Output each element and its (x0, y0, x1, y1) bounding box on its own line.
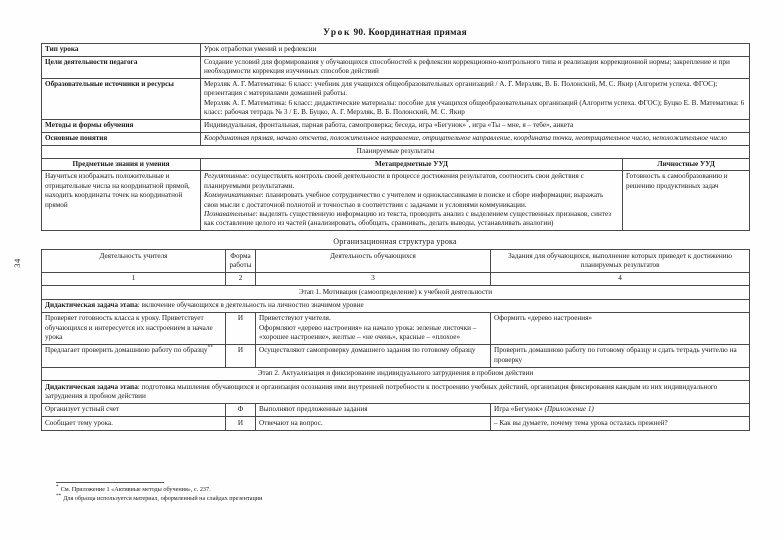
resources-paragraph-2: Мерзляк А. Г. Математика: 6 класс: дидактические материалы: пособие для учащихся общеобразовательных организаций (Алгоритм успеха. ФГОС); Буцко Е. В. Математика: 6 класс: рабочая тетрадь № 3 / Е. В. Буцко, А. Г. Мерзляк, В. Б. Полонский, М. С. Якир (204, 98, 745, 117)
cell-tasks (491, 403, 750, 416)
table-row (42, 158, 750, 171)
column-header-meta-uud: Метапредметные УУД (201, 158, 623, 171)
table-row (42, 272, 750, 285)
column-number-3: 3 (256, 272, 491, 285)
meta-uud-regulative (204, 172, 619, 191)
table-row (42, 120, 750, 133)
meta-uud-communicative-text: : планировать учебное сотрудничество с учителем и одноклассниками в поиске и сборе информации; выражать свои мысли с достаточной полнотой и точностью в соответствии с задачами и условиями коммуникации. (204, 191, 604, 209)
meta-uud-communicative-term: Коммуникативные (204, 191, 262, 200)
cell-teacher-activity (42, 344, 226, 367)
resources-paragraph-1: Мерзляк А. Г. Математика: 6 класс: учебник для учащихся общеобразовательных организаций / А. Г. Мерзляк, В. Б. Полонский, М. С. Якир (Алгоритм успеха. ФГОС); презентация с материалами домашней работы. (204, 80, 718, 98)
column-number-2: 2 (226, 272, 256, 285)
footnote-mark-1: * (56, 483, 59, 490)
cell-meta-uud (201, 171, 623, 231)
cell-student-activity (256, 312, 491, 344)
page-number: 34 (11, 258, 22, 268)
meta-uud-regulative-text: : осуществлять контроль своей деятельности в процессе достижения результатов, соотносить свои действия с планируемыми результатами. (204, 172, 584, 190)
cell-teacher-activity: Проверяет готовность класса к уроку. Приветствует обучающихся и интересуется их настроением в начале урока (42, 312, 226, 344)
table-row (42, 299, 750, 312)
footnote-text-1: См. Приложение 1 «Активные методы обучения», с. 237. (60, 486, 211, 493)
cell-work-form: Ф (226, 403, 256, 416)
table-row (42, 171, 750, 231)
info-label-methods: Методы и формы обучения (42, 120, 201, 133)
org-structure-table (41, 249, 750, 430)
student-activity-line-2: Оформляют «дерево настроения» на начало урока: зеленые листочки – «хорошее настроение», желтые – «не очень», красные – «плохое» (259, 323, 477, 342)
cell-personal-uud: Готовность к самообразованию и решению продуктивных задач (623, 171, 750, 231)
cell-student-activity: Осуществляют самопроверку домашнего задания по готовому образцу (256, 344, 491, 367)
planned-results-header: Планируемые результаты (42, 145, 750, 158)
info-label-concepts: Основные понятия (42, 132, 201, 145)
table-row (42, 381, 750, 404)
footnote-marker-1: * (465, 119, 469, 126)
info-label-goals: Цели деятельности педагога (42, 56, 201, 78)
table-row (42, 344, 750, 367)
column-header-work-form: Форма работы (226, 250, 256, 273)
table-row (42, 286, 750, 299)
cell-student-activity: Отвечают на вопрос. (256, 417, 491, 430)
page-content (41, 28, 749, 431)
info-value-lesson-type: Урок отработки умений и рефлексии (201, 44, 750, 57)
meta-uud-regulative-term: Регулятивные (204, 172, 248, 181)
cell-teacher-activity: Организует устный счет (42, 403, 226, 416)
org-structure-heading: Организационная структура урока (333, 237, 457, 247)
table-row (42, 312, 750, 344)
cell-tasks: Оформить «дерево настроения» (491, 312, 750, 344)
meta-uud-cognitive-text: : выделять существенную информацию из текста, проводить анализ с выделением существенных признаков, синтез как составление целого из частей (анализировать, обобщать, сравнивать, делать выводы, устанавливать аналогии) (204, 209, 612, 228)
column-header-subject-knowledge: Предметные знания и умения (42, 158, 201, 171)
methods-text: Индивидуальная, фронтальная, парная работа, самопроверка; беседа, игра «Бегунок» (204, 121, 466, 130)
teacher-activity-text: Предлагает проверить домашнюю работу по образцу (45, 346, 208, 355)
cell-work-form: И (226, 344, 256, 367)
student-activity-line-1: Приветствуют учителя. (259, 314, 331, 323)
footnote-text-2: Для образца используется материал, оформленный на слайдах презентации (63, 494, 263, 502)
column-number-1: 1 (42, 272, 226, 285)
cell-work-form: И (226, 417, 256, 430)
cell-tasks: Проверить домашнюю работу по готовому образцу и сдать тетрадь учителю на проверку (491, 344, 750, 367)
lesson-info-table (41, 43, 750, 231)
info-label-lesson-type: Тип урока (42, 44, 201, 57)
didactic-task-1 (42, 299, 750, 312)
footnotes (56, 483, 476, 504)
footnote-item (56, 492, 476, 504)
cell-tasks: – Как вы думаете, почему тема урока осталась прежней? (491, 417, 750, 430)
meta-uud-communicative (204, 191, 619, 210)
column-number-4: 4 (491, 272, 750, 285)
page-title (41, 28, 749, 38)
column-header-student-activity: Деятельность обучающихся (256, 250, 491, 273)
table-row (42, 44, 750, 57)
page-title-rest: 90. Координатная прямая (353, 28, 467, 38)
didactic-task-label-1: Дидактическая задача этапа (45, 301, 138, 310)
cell-teacher-activity: Сообщает тему урока. (42, 417, 226, 430)
meta-uud-cognitive (204, 210, 619, 229)
footnote-separator (56, 482, 164, 483)
didactic-task-text-1: : включение обучающихся в деятельность на личностно значимом уровне (137, 301, 364, 310)
info-value-concepts: Координатная прямая, начало отсчета, положительное направление, отрицательное направление, координата точки, неотрицательное число, неположительное число (201, 132, 750, 145)
stage-title-2: Этап 2. Актуализация и фиксирование индивидуального затруднения в пробном действии (42, 367, 750, 380)
table-row (42, 132, 750, 145)
cell-subject-knowledge: Научиться изображать положительные и отрицательные числа на координатной прямой, находить координаты точек на координатной прямой (42, 171, 201, 231)
table-row (42, 403, 750, 416)
meta-uud-cognitive-term: Познавательные (204, 209, 256, 218)
info-value-methods (201, 120, 750, 133)
table-row (42, 56, 750, 78)
info-value-resources (201, 79, 750, 120)
task-appendix-ref: (Приложение 1) (544, 405, 594, 414)
stage-title-1: Этап 1. Мотивация (самоопределение) к учебной деятельности (42, 286, 750, 299)
table-row (42, 145, 750, 158)
cell-work-form: И (226, 312, 256, 344)
table-row (42, 417, 750, 430)
column-header-personal-uud: Личностные УУД (623, 158, 750, 171)
column-header-tasks: Задания для обучающихся, выполнение которых приведет к достижению планируемых результатов (491, 250, 750, 273)
column-header-teacher-activity: Деятельность учителя (42, 250, 226, 273)
footnote-marker-2: ** (207, 345, 213, 352)
page-title-prefix: Урок (323, 28, 351, 38)
footnote-mark-2: ** (56, 492, 62, 499)
didactic-task-2 (42, 381, 750, 404)
didactic-task-label-2: Дидактическая задача этапа (45, 382, 138, 391)
footnote-item (56, 483, 476, 495)
table-row (42, 367, 750, 380)
methods-text-tail: , игра «Ты – мне, я – тебе», анкета (468, 121, 574, 130)
info-label-resources: Образовательные источники и ресурсы (42, 79, 201, 120)
task-text: Игра «Бегунок» (494, 405, 545, 414)
table-row (42, 250, 750, 273)
cell-student-activity: Выполняют предложенные задания (256, 403, 491, 416)
table-row (42, 79, 750, 120)
info-value-goals: Создание условий для формирования у обучающихся способностей к рефлексии коррекционно-контрольного типа и реализации коррекционной нормы; закрепление и при необходимости коррекция изученных способов действий (201, 56, 750, 78)
didactic-task-text-2: : подготовка мышления обучающихся и организация осознания ими внутренней потребности к построению учебных действий, организация фиксирования каждым из них индивидуального затруднения в пробном действии (45, 382, 718, 400)
